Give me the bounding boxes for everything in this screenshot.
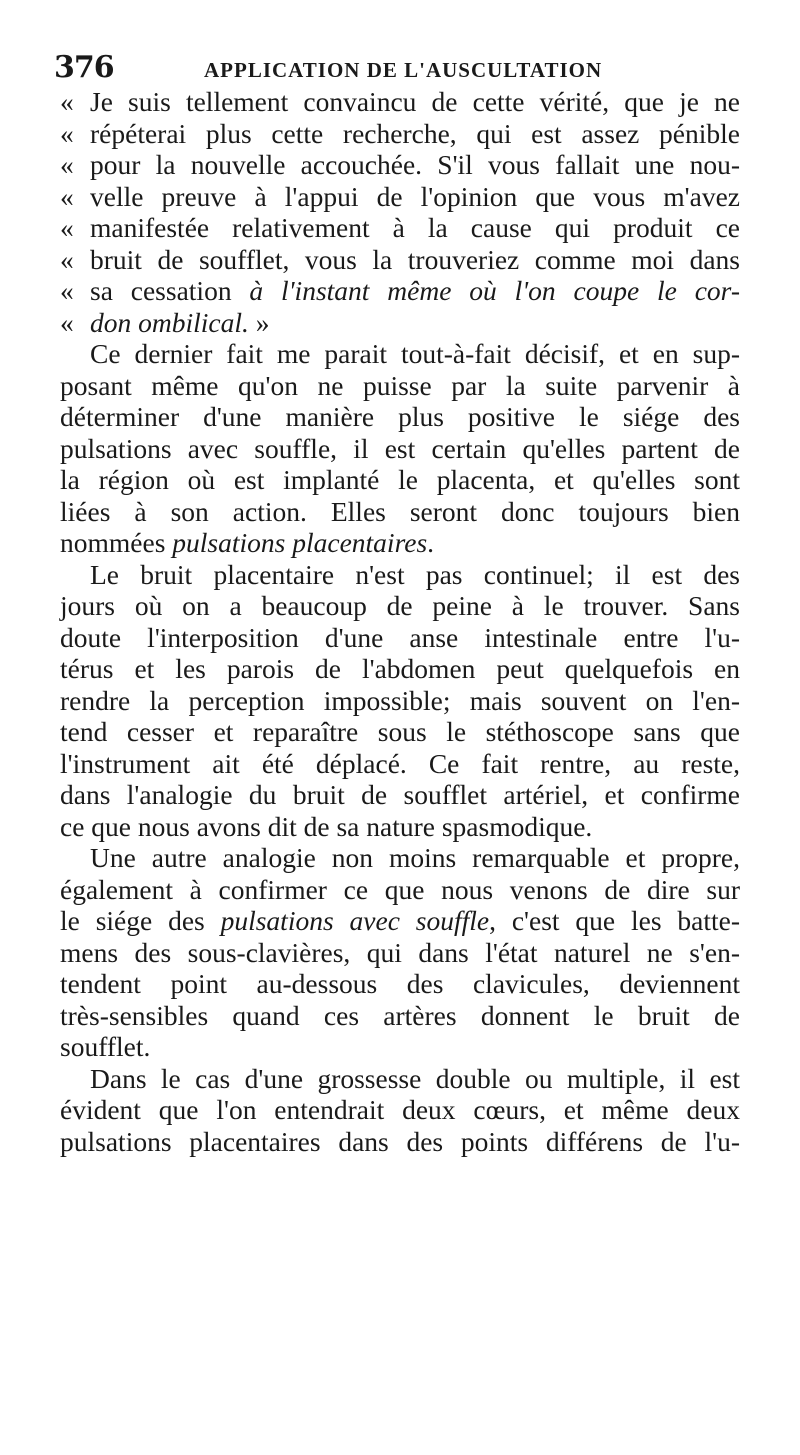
running-title: APPLICATION DE L'AUSCULTATION [204, 58, 603, 82]
text-line: dans l'analogie du bruit de soufflet artériel, et confirme [60, 779, 740, 810]
text-line: ce que nous avons dit de sa nature spasmodique. [60, 810, 593, 842]
text-roman: . [427, 527, 435, 558]
text-line: jours où on a beaucoup de peine à le trouver. Sans [60, 590, 740, 621]
text-line: pulsations avec souffle, il est certain qu'elles partent de [60, 432, 740, 464]
quote-line [60, 86, 740, 118]
text-roman: nommées [60, 527, 173, 558]
paragraph-placental-noise [60, 559, 740, 843]
quote-text: manifestée relativement à la cause qui produit ce [90, 212, 740, 243]
text-line: Ce dernier fait me parait tout-à-fait décisif, et en sup- [90, 338, 740, 369]
quote-line [60, 149, 740, 181]
quote-text-roman: » [248, 306, 270, 338]
quote-line [60, 212, 740, 244]
text-line: Le bruit placentaire n'est pas continuel; il est des [90, 558, 740, 590]
text-line: déterminer d'une manière plus positive le siége des [60, 401, 740, 432]
quote-text: bruit de soufflet, vous la trouveriez comme moi dans [90, 243, 740, 275]
quoted-passage [60, 86, 740, 338]
quote-mark: « [60, 149, 74, 180]
quote-text-italic: à l'instant même où l'on coupe le cor- [249, 275, 740, 306]
text-line: pulsations placentaires dans des points différens de l'u- [60, 1125, 740, 1157]
quote-mark: « [60, 306, 74, 338]
text-line: l'instrument ait été déplacé. Ce fait rentre, au reste, [60, 747, 740, 779]
quote-mark: « [60, 243, 74, 275]
quote-text [90, 307, 740, 339]
text-line: doute l'interposition d'une anse intestinale entre l'u- [60, 621, 740, 653]
quote-line [60, 118, 740, 150]
text-line: tend cesser et reparaître sous le stéthoscope sans que [60, 716, 740, 747]
text-roman: le siége des [60, 905, 221, 936]
page-number: 376 [54, 50, 114, 85]
text-line: très-sensibles quand ces artères donnent le bruit de [60, 999, 740, 1031]
text-line: la région où est implanté le placenta, et qu'elles sont [60, 464, 740, 495]
text-line: térus et les parois de l'abdomen peut quelquefois en [60, 653, 740, 684]
quote-line [60, 307, 740, 339]
quote-mark: « [60, 275, 74, 306]
text-roman: , c'est que les batte- [489, 905, 740, 936]
text-line: tendent point au-dessous des clavicules, deviennent [60, 968, 740, 999]
text-line: rendre la perception impossible; mais souvent on l'en- [60, 684, 740, 716]
text-line: Dans le cas d'une grossesse double ou multiple, il est [90, 1062, 740, 1094]
quote-line [60, 244, 740, 276]
running-header [54, 50, 740, 86]
paragraph-decisive-fact [60, 338, 740, 559]
text-line: liées à son action. Elles seront donc toujours bien [60, 495, 740, 527]
text-italic: pulsations placentaires [172, 527, 428, 558]
text-line [60, 527, 740, 559]
text-line: soufflet. [60, 1031, 151, 1062]
quote-line [60, 275, 740, 307]
quote-text: répéterai plus cette recherche, qui est assez pénible [90, 117, 740, 149]
text-italic: pulsations avec souffle [220, 905, 490, 936]
quote-mark: « [60, 86, 74, 117]
text-line: posant même qu'on ne puisse par la suite parvenir à [60, 369, 740, 401]
text-line: évident que l'on entendrait deux cœurs, et même deux [60, 1094, 740, 1125]
quote-mark: « [60, 117, 74, 149]
text-line: Une autre analogie non moins remarquable et propre, [90, 842, 740, 873]
quote-mark: « [60, 180, 74, 212]
quote-text: pour la nouvelle accouchée. S'il vous fallait une nou- [90, 149, 740, 180]
quote-text [90, 275, 740, 307]
text-line: mens des sous-clavières, qui dans l'état naturel ne s'en- [60, 936, 740, 968]
quote-text-italic: don ombilical. [90, 306, 249, 338]
quote-line [60, 181, 740, 213]
text-line [60, 905, 740, 937]
quote-mark: « [60, 212, 74, 243]
text-line: également à confirmer ce que nous venons de dire sur [60, 873, 740, 905]
paragraph-another-analogy [60, 842, 740, 1063]
quote-text: Je suis tellement convaincu de cette vérité, que je ne [90, 86, 740, 117]
paragraph-multiple-pregnancy [60, 1063, 740, 1158]
quote-text-roman: sa cessation [90, 275, 250, 306]
quote-text: velle preuve à l'appui de l'opinion que vous m'avez [90, 180, 740, 212]
